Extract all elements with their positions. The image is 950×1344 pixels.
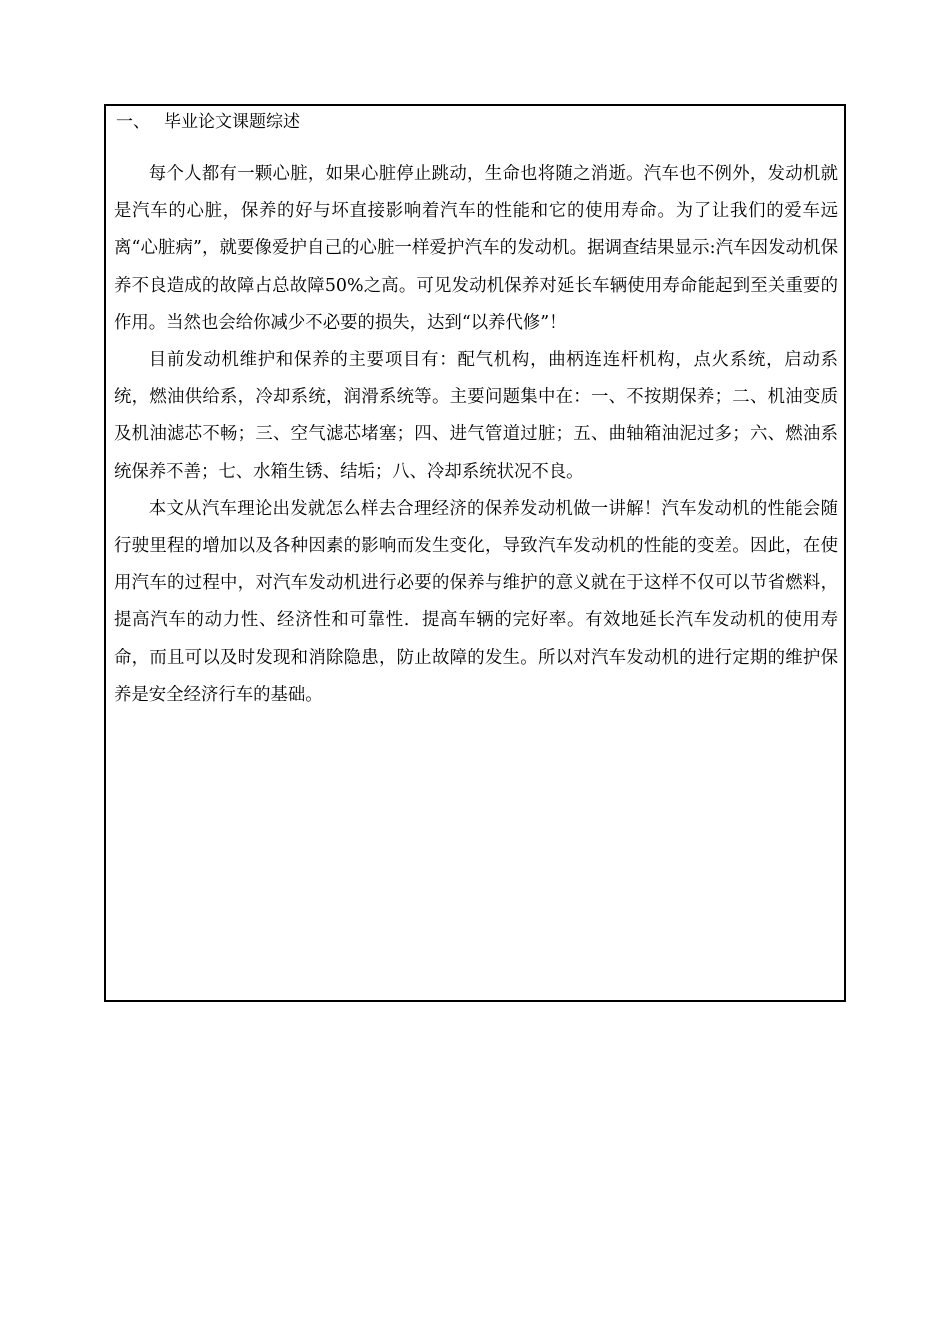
section-title: 毕业论文课题综述	[164, 112, 300, 132]
paragraph-intro: 每个人都有一颗心脏，如果心脏停止跳动，生命也将随之消逝。汽车也不例外，发动机就是汽车的心脏，保养的好与坏直接影响着汽车的性能和它的使用寿命。为了让我们的爱车远离“心脏病”，就要像爱护自己的心脏一样爱护汽车的发动机。据调查结果显示:汽车因发动机保养不良造成的故障占总故障50%之高。可见发动机保养对延长车辆使用寿命能起到至关重要的作用。当然也会给你减少不必要的损失，达到“以养代修”！	[114, 164, 838, 333]
section-frame	[104, 104, 846, 1002]
section-body	[114, 156, 838, 714]
paragraph-purpose: 本文从汽车理论出发就怎么样去合理经济的保养发动机做一讲解！汽车发动机的性能会随行驶里程的增加以及各种因素的影响而发生变化，导致汽车发动机的性能的变差。因此，在使用汽车的过程中，对汽车发动机进行必要的保养与维护的意义就在于这样不仅可以节省燃料，提高汽车的动力性、经济性和可靠性．提高车辆的完好率。有效地延长汽车发动机的使用寿命，而且可以及时发现和消除隐患，防止故障的发生。所以对汽车发动机的进行定期的维护保养是安全经济行车的基础。	[114, 498, 838, 705]
section-number: 一、	[116, 112, 150, 132]
section-heading	[116, 110, 300, 134]
paragraph-maintenance-items: 目前发动机维护和保养的主要项目有：配气机构，曲柄连连杆机构，点火系统，启动系统，燃油供给系，冷却系统，润滑系统等。主要问题集中在：一、不按期保养；二、机油变质及机油滤芯不畅；三、空气滤芯堵塞；四、进气管道过脏；五、曲轴箱油泥过多；六、燃油系统保养不善；七、水箱生锈、结垢；八、冷却系统状况不良。	[114, 350, 838, 482]
